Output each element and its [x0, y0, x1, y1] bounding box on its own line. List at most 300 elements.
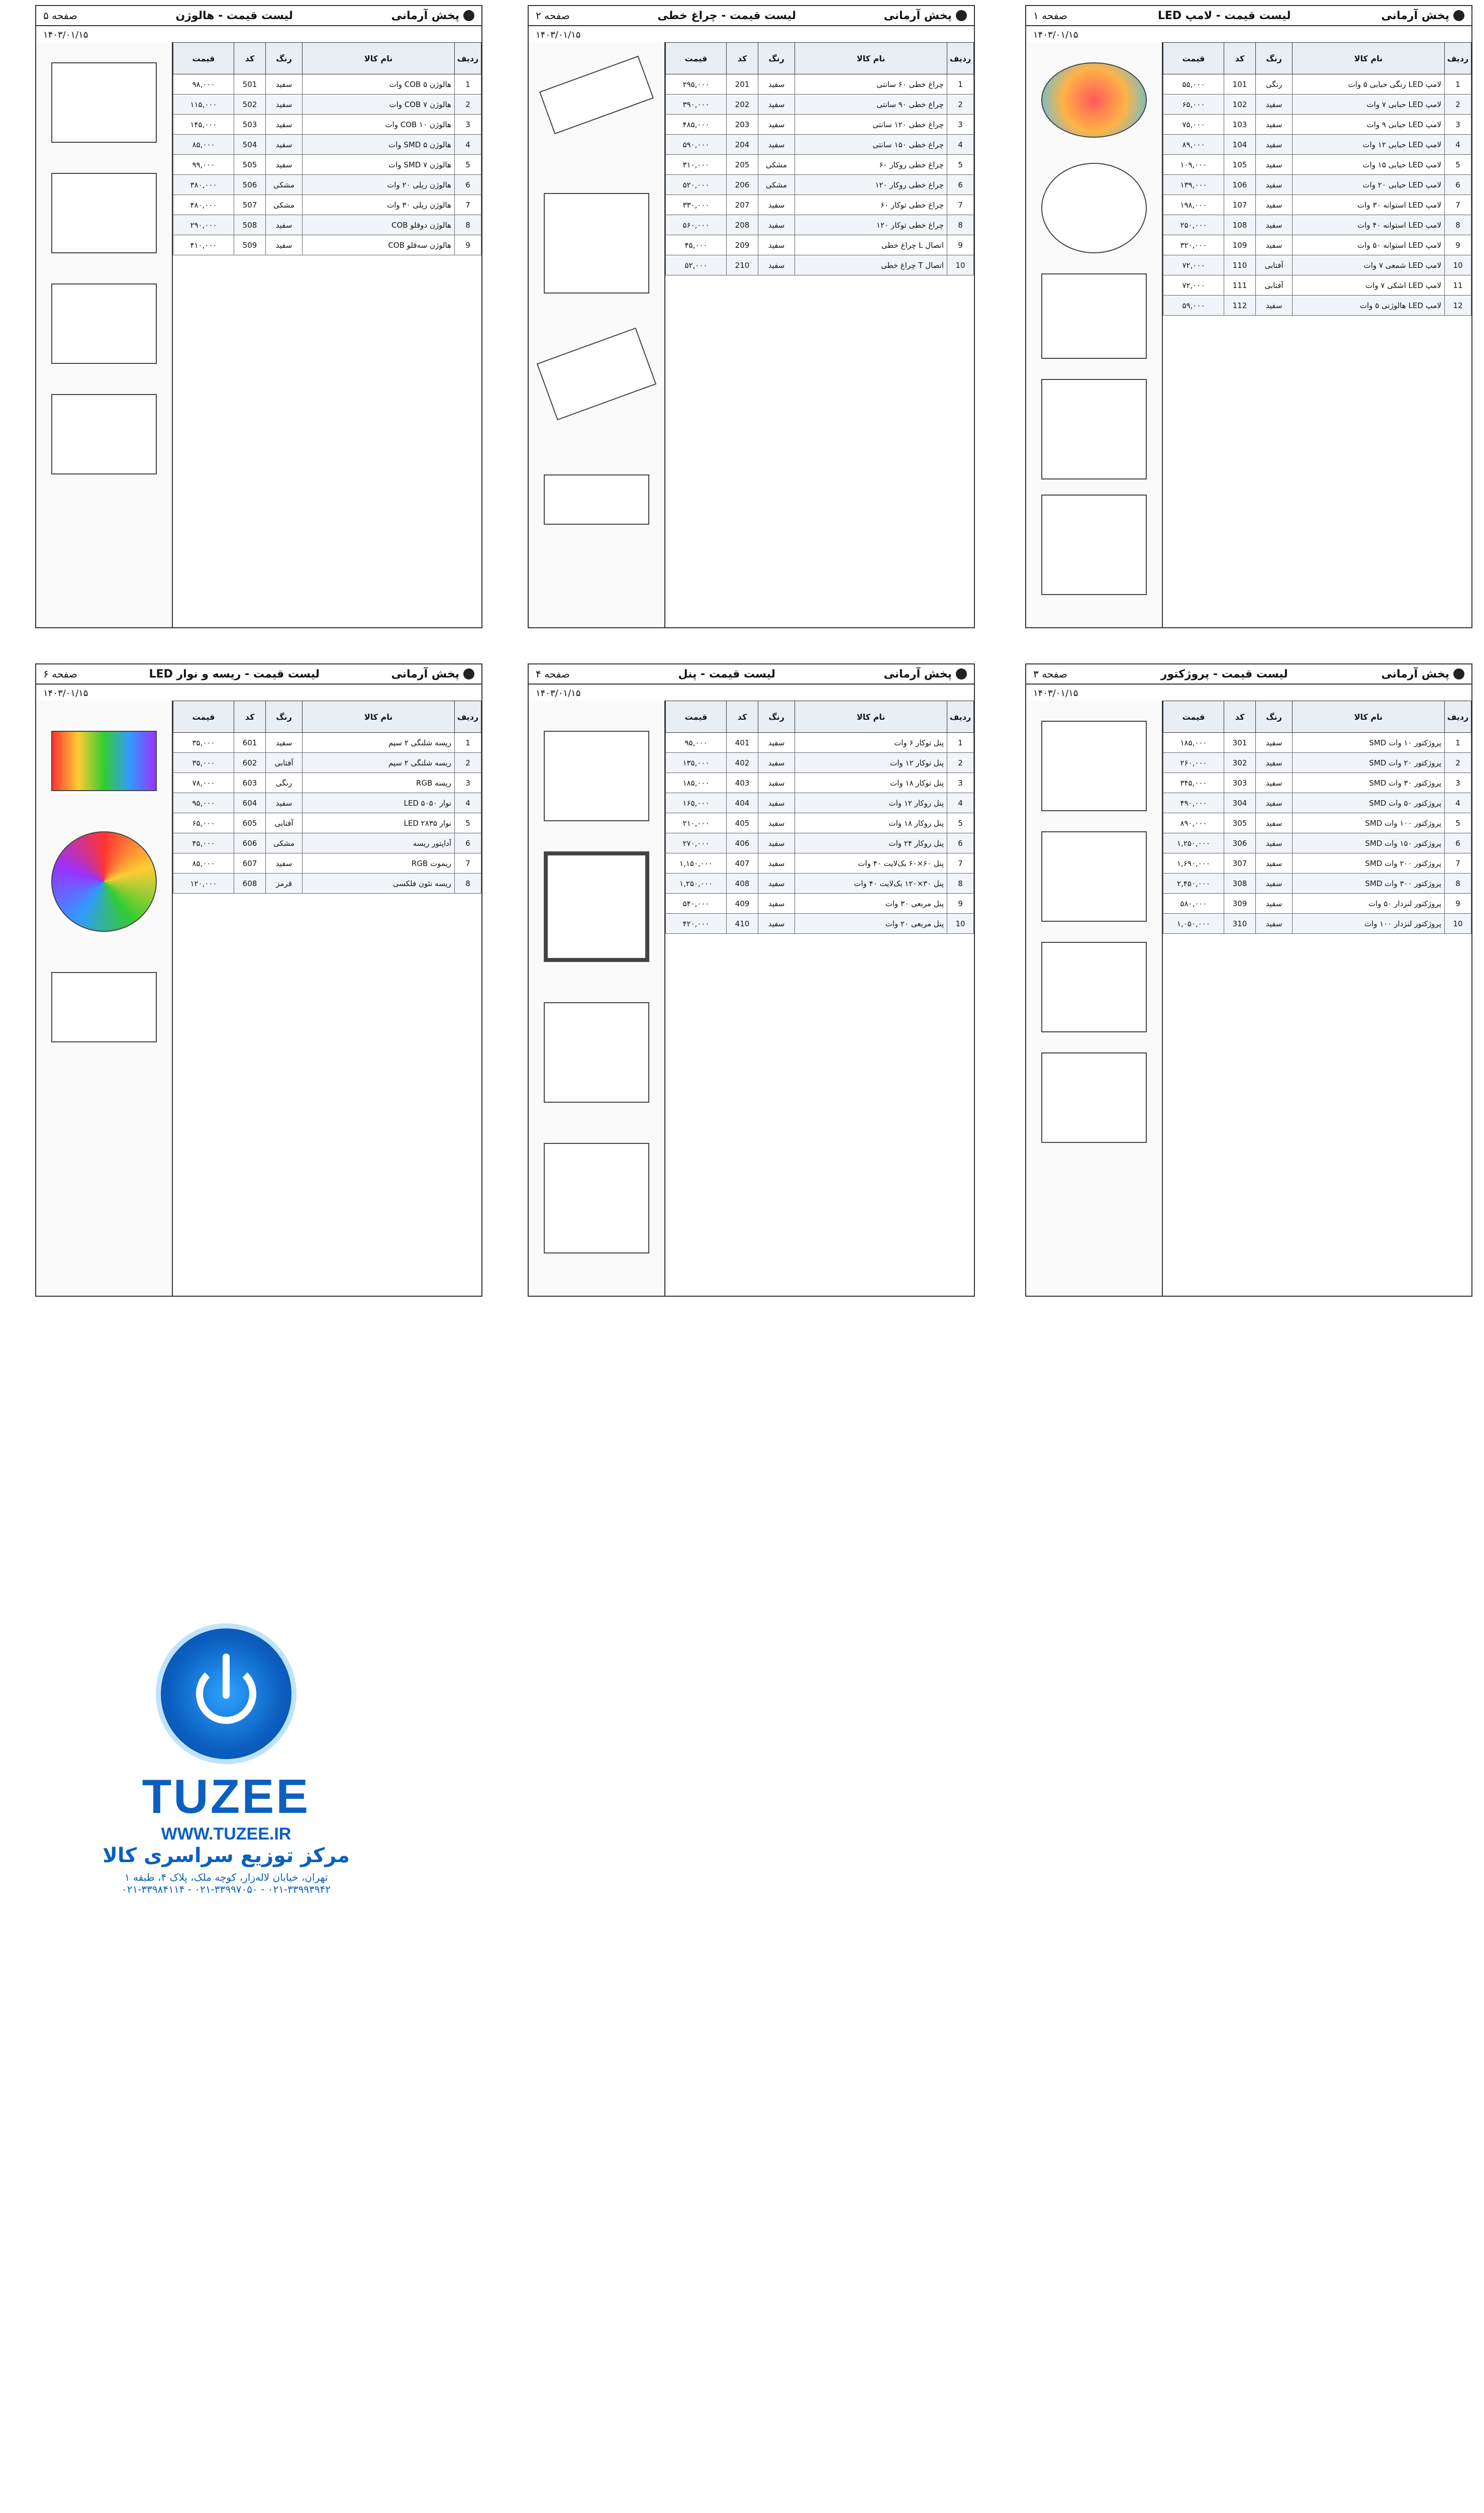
product-name: پنل توکار ۱۲ وات — [795, 753, 947, 773]
row-number: 1 — [947, 733, 974, 753]
product-color: رنگی — [266, 773, 303, 793]
product-code: 605 — [234, 813, 266, 833]
col-color: رنگ — [1256, 43, 1293, 74]
row-number: 5 — [455, 813, 481, 833]
product-name: ریموت RGB — [303, 853, 455, 874]
bulb-image — [1041, 495, 1147, 595]
product-name: لامپ LED حبابی ۱۵ وات — [1293, 155, 1445, 175]
product-price: ۹۹,۰۰۰ — [173, 155, 234, 175]
row-number: 3 — [455, 773, 481, 793]
row-number: 3 — [947, 115, 974, 135]
col-row: ردیف — [947, 701, 974, 733]
product-price: ۹۵,۰۰۰ — [173, 793, 234, 813]
brand: پخش آرمانی — [884, 10, 967, 22]
table-row — [173, 813, 481, 833]
sheet-header — [529, 664, 974, 685]
table-row — [173, 215, 481, 235]
product-code: 308 — [1224, 874, 1256, 894]
halogen-image — [51, 394, 157, 474]
led-strip-image — [51, 731, 157, 791]
product-code: 410 — [727, 914, 758, 934]
product-name: چراغ خطی ۱۵۰ سانتی — [795, 135, 947, 155]
product-price: ۴۵,۰۰۰ — [173, 833, 234, 853]
product-code: 407 — [727, 853, 758, 874]
brand-logo-icon — [956, 10, 967, 21]
panel-image — [544, 1143, 649, 1253]
product-name: پنل روکار ۱۸ وات — [795, 813, 947, 833]
product-name: پروژکتور ۲۰۰ وات SMD — [1293, 853, 1445, 874]
product-code: 209 — [727, 235, 758, 255]
product-code: 205 — [727, 155, 758, 175]
table-row — [1163, 255, 1471, 275]
product-name: چراغ خطی روکار ۶۰ — [795, 155, 947, 175]
table-row — [1163, 874, 1471, 894]
product-name: نوار LED ۵۰۵۰ — [303, 793, 455, 813]
row-number: 5 — [1445, 155, 1471, 175]
table-row — [173, 753, 481, 773]
price-table — [173, 42, 481, 255]
col-color: رنگ — [266, 701, 303, 733]
table-row — [1163, 215, 1471, 235]
price-table — [1163, 42, 1471, 316]
table-row — [666, 155, 974, 175]
product-price: ۵۵,۰۰۰ — [1163, 74, 1224, 94]
table-row — [666, 94, 974, 115]
product-name: هالوژن COB ۵ وات — [303, 74, 455, 94]
row-number: 3 — [455, 115, 481, 135]
product-name: چراغ خطی توکار ۶۰ — [795, 195, 947, 215]
row-number: 2 — [947, 94, 974, 115]
product-color: سفید — [1256, 296, 1293, 316]
price-table — [173, 701, 481, 894]
linear-light-image — [544, 193, 649, 294]
product-name: ریسه نئون فلکسی — [303, 874, 455, 894]
product-color: سفید — [1256, 155, 1293, 175]
product-price: ۴۸۵,۰۰۰ — [666, 115, 727, 135]
row-number: 5 — [455, 155, 481, 175]
product-color: سفید — [266, 94, 303, 115]
product-name: پنل توکار ۱۸ وات — [795, 773, 947, 793]
product-name: ریسه RGB — [303, 773, 455, 793]
panel-image — [544, 1002, 649, 1103]
table-row — [666, 215, 974, 235]
product-code: 601 — [234, 733, 266, 753]
row-number: 7 — [1445, 853, 1471, 874]
table-row — [1163, 296, 1471, 316]
product-price: ۳۸۰,۰۰۰ — [173, 175, 234, 195]
table-row — [1163, 753, 1471, 773]
table-row — [666, 773, 974, 793]
table-row — [1163, 135, 1471, 155]
sheet-title: لیست قیمت - پروژکتور — [1160, 667, 1288, 681]
product-code: 210 — [727, 255, 758, 275]
product-color: آفتابی — [1256, 275, 1293, 296]
product-name: پنل روکار ۲۴ وات — [795, 833, 947, 853]
table-row — [173, 74, 481, 94]
col-name: نام کالا — [1293, 43, 1445, 74]
product-name: پروژکتور ۳۰۰ وات SMD — [1293, 874, 1445, 894]
sheet-date: ۱۴۰۳/۰۱/۱۵ — [1026, 26, 1471, 44]
col-code: کد — [1224, 701, 1256, 733]
product-price: ۱۴۵,۰۰۰ — [173, 115, 234, 135]
product-color: سفید — [758, 833, 795, 853]
table-row — [666, 853, 974, 874]
image-column — [36, 701, 173, 1296]
product-code: 402 — [727, 753, 758, 773]
product-name: هالوژن ریلی ۲۰ وات — [303, 175, 455, 195]
product-color: سفید — [1256, 833, 1293, 853]
product-color: سفید — [1256, 94, 1293, 115]
product-color: سفید — [758, 255, 795, 275]
image-column — [529, 701, 665, 1296]
table-row — [173, 874, 481, 894]
page-number: صفحه ۱ — [1033, 10, 1067, 22]
product-color: آفتابی — [266, 753, 303, 773]
product-name: لامپ LED استوانه ۴۰ وات — [1293, 215, 1445, 235]
product-code: 107 — [1224, 195, 1256, 215]
product-price: ۵۸۰,۰۰۰ — [1163, 894, 1224, 914]
bulb-image — [1041, 273, 1147, 359]
col-row: ردیف — [1445, 43, 1471, 74]
brand: پخش آرمانی — [1381, 10, 1464, 22]
table-row — [173, 793, 481, 813]
product-name: پروژکتور ۵۰ وات SMD — [1293, 793, 1445, 813]
product-price: ۷۲,۰۰۰ — [1163, 255, 1224, 275]
product-price: ۳۵,۰۰۰ — [173, 733, 234, 753]
col-price: قیمت — [666, 43, 727, 74]
product-price: ۵۴۰,۰۰۰ — [666, 894, 727, 914]
product-color: مشکی — [266, 833, 303, 853]
table-row — [1163, 793, 1471, 813]
price-sheet-4 — [528, 663, 975, 1297]
product-code: 112 — [1224, 296, 1256, 316]
floodlight-image — [1041, 1052, 1147, 1143]
product-code: 202 — [727, 94, 758, 115]
floodlight-image — [1041, 831, 1147, 922]
product-color: سفید — [758, 753, 795, 773]
table-row — [1163, 94, 1471, 115]
product-name: پروژکتور ۲۰ وات SMD — [1293, 753, 1445, 773]
linear-light-image — [539, 56, 654, 134]
col-price: قیمت — [173, 43, 234, 74]
product-name: چراغ خطی ۶۰ سانتی — [795, 74, 947, 94]
led-strip-image — [51, 972, 157, 1042]
table-row — [1163, 74, 1471, 94]
product-code: 108 — [1224, 215, 1256, 235]
product-code: 504 — [234, 135, 266, 155]
row-number: 2 — [455, 753, 481, 773]
row-number: 1 — [455, 74, 481, 94]
product-color: سفید — [1256, 753, 1293, 773]
row-number: 4 — [947, 135, 974, 155]
table-row — [666, 914, 974, 934]
product-price: ۱۰۹,۰۰۰ — [1163, 155, 1224, 175]
led-strip-image — [51, 831, 157, 932]
product-code: 102 — [1224, 94, 1256, 115]
row-number: 1 — [947, 74, 974, 94]
row-number: 10 — [1445, 914, 1471, 934]
row-number: 8 — [947, 874, 974, 894]
product-color: سفید — [266, 115, 303, 135]
row-number: 5 — [1445, 813, 1471, 833]
row-number: 7 — [947, 195, 974, 215]
col-name: نام کالا — [795, 43, 947, 74]
product-code: 207 — [727, 195, 758, 215]
sheet-header — [1026, 6, 1471, 26]
product-name: چراغ خطی ۹۰ سانتی — [795, 94, 947, 115]
col-price: قیمت — [1163, 43, 1224, 74]
row-number: 6 — [455, 175, 481, 195]
product-price: ۳۹۰,۰۰۰ — [666, 94, 727, 115]
brand: پخش آرمانی — [884, 668, 967, 681]
table-row — [173, 853, 481, 874]
table-row — [1163, 813, 1471, 833]
product-price: ۲۵۰,۰۰۰ — [1163, 215, 1224, 235]
product-color: سفید — [1256, 894, 1293, 914]
product-name: پنل روکار ۱۲ وات — [795, 793, 947, 813]
row-number: 6 — [1445, 833, 1471, 853]
floodlight-image — [1041, 721, 1147, 811]
product-price: ۱۶۵,۰۰۰ — [666, 793, 727, 813]
product-code: 307 — [1224, 853, 1256, 874]
table-row — [1163, 773, 1471, 793]
product-price: ۲۷۰,۰۰۰ — [666, 833, 727, 853]
brand: پخش آرمانی — [1381, 668, 1464, 681]
product-color: سفید — [758, 135, 795, 155]
product-code: 204 — [727, 135, 758, 155]
row-number: 8 — [455, 215, 481, 235]
product-name: چراغ خطی ۱۲۰ سانتی — [795, 115, 947, 135]
table-row — [666, 255, 974, 275]
product-color: سفید — [266, 733, 303, 753]
product-price: ۲۱۰,۰۰۰ — [666, 813, 727, 833]
product-color: سفید — [1256, 175, 1293, 195]
table-row — [1163, 914, 1471, 934]
page-number: صفحه ۴ — [536, 668, 570, 680]
product-code: 602 — [234, 753, 266, 773]
product-price: ۱,۶۹۰,۰۰۰ — [1163, 853, 1224, 874]
product-name: لامپ LED حبابی ۷ وات — [1293, 94, 1445, 115]
brand-logo-icon — [1453, 668, 1464, 680]
product-code: 208 — [727, 215, 758, 235]
col-name: نام کالا — [303, 43, 455, 74]
product-color: سفید — [758, 115, 795, 135]
sheet-header — [529, 6, 974, 26]
product-price: ۵۶۰,۰۰۰ — [666, 215, 727, 235]
col-color: رنگ — [1256, 701, 1293, 733]
product-name: لامپ LED شمعی ۷ وات — [1293, 255, 1445, 275]
product-price: ۱,۰۵۰,۰۰۰ — [1163, 914, 1224, 934]
product-name: هالوژن COB ۱۰ وات — [303, 115, 455, 135]
product-name: آداپتور ریسه — [303, 833, 455, 853]
product-code: 505 — [234, 155, 266, 175]
product-code: 409 — [727, 894, 758, 914]
image-column — [36, 42, 173, 627]
product-color: سفید — [266, 793, 303, 813]
col-code: کد — [727, 701, 758, 733]
panel-image — [544, 851, 649, 962]
table-row — [1163, 175, 1471, 195]
product-code: 109 — [1224, 235, 1256, 255]
product-name: لامپ LED حبابی ۱۲ وات — [1293, 135, 1445, 155]
product-price: ۲۹۵,۰۰۰ — [666, 74, 727, 94]
row-number: 10 — [1445, 255, 1471, 275]
price-table — [1163, 701, 1471, 934]
halogen-image — [51, 283, 157, 364]
col-code: کد — [1224, 43, 1256, 74]
product-price: ۳۳۰,۰۰۰ — [666, 195, 727, 215]
row-number: 3 — [1445, 773, 1471, 793]
page-number: صفحه ۶ — [43, 668, 77, 680]
product-name: پروژکتور لنزدار ۵۰ وات — [1293, 894, 1445, 914]
floodlight-image — [1041, 942, 1147, 1032]
product-name: اتصال T چراغ خطی — [795, 255, 947, 275]
product-code: 306 — [1224, 833, 1256, 853]
product-code: 103 — [1224, 115, 1256, 135]
sheet-date: ۱۴۰۳/۰۱/۱۵ — [36, 685, 481, 702]
product-price: ۱,۲۵۰,۰۰۰ — [666, 874, 727, 894]
company-logo-block — [45, 1628, 407, 1895]
image-column — [529, 42, 665, 627]
table-row — [173, 833, 481, 853]
product-name: لامپ LED اشکی ۷ وات — [1293, 275, 1445, 296]
product-name: پروژکتور ۱۰۰ وات SMD — [1293, 813, 1445, 833]
table-row — [1163, 894, 1471, 914]
product-name: هالوژن دوقلو COB — [303, 215, 455, 235]
row-number: 7 — [1445, 195, 1471, 215]
product-price: ۱,۱۵۰,۰۰۰ — [666, 853, 727, 874]
product-price: ۱۹۸,۰۰۰ — [1163, 195, 1224, 215]
product-color: سفید — [1256, 235, 1293, 255]
product-color: سفید — [1256, 773, 1293, 793]
product-code: 305 — [1224, 813, 1256, 833]
bulb-image — [1041, 163, 1147, 253]
product-price: ۳۲۰,۰۰۰ — [1163, 235, 1224, 255]
product-color: سفید — [1256, 215, 1293, 235]
product-name: پنل مربعی ۲۰ وات — [795, 914, 947, 934]
sheet-title: لیست قیمت - لامپ LED — [1157, 9, 1291, 22]
product-price: ۵۹۰,۰۰۰ — [666, 135, 727, 155]
product-code: 405 — [727, 813, 758, 833]
product-price: ۵۹,۰۰۰ — [1163, 296, 1224, 316]
logo-url[interactable]: WWW.TUZEE.IR — [161, 1824, 291, 1844]
product-color: مشکی — [758, 175, 795, 195]
col-code: کد — [234, 43, 266, 74]
row-number: 9 — [947, 894, 974, 914]
product-code: 603 — [234, 773, 266, 793]
product-color: سفید — [1256, 733, 1293, 753]
row-number: 2 — [947, 753, 974, 773]
table-row — [666, 733, 974, 753]
product-name: چراغ خطی توکار ۱۲۰ — [795, 215, 947, 235]
product-code: 206 — [727, 175, 758, 195]
product-color: سفید — [758, 914, 795, 934]
product-color: سفید — [758, 235, 795, 255]
product-name: پنل ۶۰×۶۰ بک‌لایت ۴۰ وات — [795, 853, 947, 874]
row-number: 6 — [947, 833, 974, 853]
col-name: نام کالا — [795, 701, 947, 733]
row-number: 7 — [455, 195, 481, 215]
product-code: 302 — [1224, 753, 1256, 773]
brand-logo-icon — [463, 10, 474, 21]
product-color: سفید — [1256, 195, 1293, 215]
product-price: ۲۶۰,۰۰۰ — [1163, 753, 1224, 773]
brand-logo-icon — [1453, 10, 1464, 21]
product-code: 303 — [1224, 773, 1256, 793]
product-color: سفید — [1256, 135, 1293, 155]
product-color: سفید — [1256, 813, 1293, 833]
product-name: هالوژن SMD ۵ وات — [303, 135, 455, 155]
product-name: لامپ LED حبابی ۲۰ وات — [1293, 175, 1445, 195]
sheet-header — [36, 6, 481, 26]
product-price: ۳۴۵,۰۰۰ — [1163, 773, 1224, 793]
price-sheet-5 — [35, 5, 482, 628]
product-price: ۱۸۵,۰۰۰ — [666, 773, 727, 793]
product-color: سفید — [758, 733, 795, 753]
row-number: 6 — [455, 833, 481, 853]
row-number: 3 — [947, 773, 974, 793]
product-price: ۸۵,۰۰۰ — [173, 135, 234, 155]
product-color: سفید — [758, 853, 795, 874]
page-number: صفحه ۵ — [43, 10, 77, 22]
row-number: 2 — [455, 94, 481, 115]
table-row — [173, 155, 481, 175]
table-row — [666, 753, 974, 773]
product-name: لامپ LED استوانه ۵۰ وات — [1293, 235, 1445, 255]
brand-logo-icon — [463, 668, 474, 680]
row-number: 2 — [1445, 94, 1471, 115]
product-price: ۵۲,۰۰۰ — [666, 255, 727, 275]
product-code: 201 — [727, 74, 758, 94]
row-number: 1 — [455, 733, 481, 753]
product-color: سفید — [266, 155, 303, 175]
product-price: ۸۹,۰۰۰ — [1163, 135, 1224, 155]
product-color: سفید — [1256, 853, 1293, 874]
product-code: 607 — [234, 853, 266, 874]
product-name: پنل توکار ۶ وات — [795, 733, 947, 753]
price-table — [665, 42, 974, 275]
halogen-image — [51, 62, 157, 143]
product-name: هالوژن ریلی ۳۰ وات — [303, 195, 455, 215]
product-code: 403 — [727, 773, 758, 793]
product-price: ۶۵,۰۰۰ — [1163, 94, 1224, 115]
product-color: سفید — [266, 74, 303, 94]
product-code: 503 — [234, 115, 266, 135]
product-color: سفید — [1256, 115, 1293, 135]
row-number: 8 — [1445, 874, 1471, 894]
page-number: صفحه ۲ — [536, 10, 570, 22]
row-number: 9 — [1445, 894, 1471, 914]
sheet-title: لیست قیمت - هالوژن — [175, 9, 293, 22]
table-row — [173, 235, 481, 255]
product-code: 101 — [1224, 74, 1256, 94]
table-row — [666, 793, 974, 813]
product-price: ۱۳۹,۰۰۰ — [1163, 175, 1224, 195]
col-code: کد — [727, 43, 758, 74]
col-name: نام کالا — [1293, 701, 1445, 733]
product-price: ۱,۲۵۰,۰۰۰ — [1163, 833, 1224, 853]
price-sheet-3 — [1025, 663, 1472, 1297]
product-code: 309 — [1224, 894, 1256, 914]
product-code: 401 — [727, 733, 758, 753]
col-color: رنگ — [266, 43, 303, 74]
table-row — [1163, 853, 1471, 874]
col-row: ردیف — [455, 701, 481, 733]
product-name: نوار LED ۲۸۳۵ — [303, 813, 455, 833]
page-number: صفحه ۳ — [1033, 668, 1067, 680]
col-color: رنگ — [758, 43, 795, 74]
col-name: نام کالا — [303, 701, 455, 733]
